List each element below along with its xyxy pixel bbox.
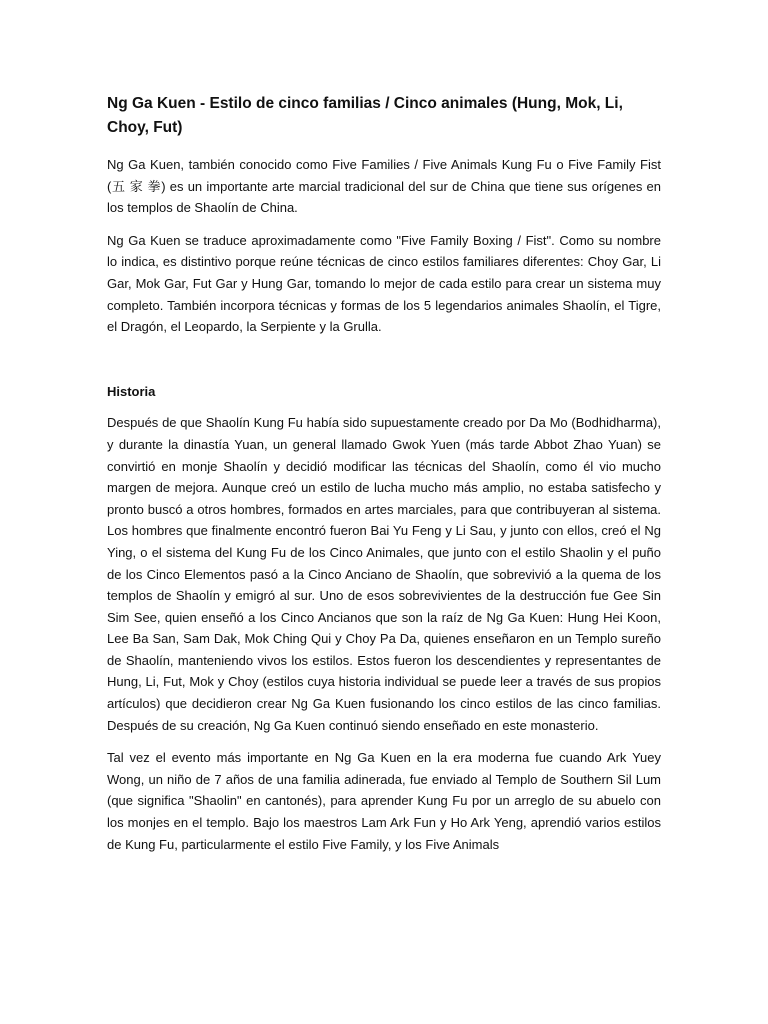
history-paragraph: Después de que Shaolín Kung Fu había sido supuestamente creado por Da Mo (Bodhidharma), y durante la dinastía Yuan, un general llamado Gwok Yuen (más tarde Abbot Zhao Yuan) se convirtió en monje Shaolín y decidió modificar las técnicas del Shaolín, como él vio mucho margen de mejora. Aunque creó un estilo de lucha mucho más amplio, no estaba satisfecho y pronto buscó a otros hombres, formados en artes marciales, para que contribuyeran al sistema. Los hombres que finalmente encontró fueron Bai Yu Feng y Li Sau, y junto con ellos, creó el Ng Ying, o el sistema del Kung Fu de los Cinco Animales, que junto con el estilo Shaolin y el puño de los Cinco Elementos pasó a la Cinco Anciano de Shaolín, que sobrevivió a la quema de los templos de Shaolín y emigró al sur. Uno de esos sobrevivientes de la destrucción fue Gee Sin Sim See, quien enseñó a los Cinco Ancianos que son la raíz de Ng Ga Kuen: Hung Hei Koon, Lee Ba San, Sam Dak, Mok Ching Qui y Choy Pa Da, quienes enseñaron en un Templo sureño de Shaolín, manteniendo vivos los estilos. Estos fueron los descendientes y representantes de Hung, Li, Fut, Mok y Choy (estilos cuya historia individual se puede leer a través de sus propios artículos) que decidieron crear Ng Ga Kuen fusionando los cinco estilos de las cinco familias. Después de su creación, Ng Ga Kuen continuó siendo enseñado en este monasterio. [107,415,661,733]
section-heading-historia: Historia [107,383,156,399]
history-paragraph: Tal vez el evento más importante en Ng Ga Kuen en la era moderna fue cuando Ark Yuey Wong, un niño de 7 años de una familia adinerada, fue enviado al Templo de Southern Sil Lum (que significa "Shaolin" en cantonés), para aprender Kung Fu por un arreglo de su abuelo con los monjes en el templo. Bajo los maestros Lam Ark Fun y Ho Ark Yeng, aprendió varios estilos de Kung Fu, particularmente el estilo Five Family, y los Five Animals [107,750,661,852]
document-page [107,92,661,866]
intro-paragraph: Ng Ga Kuen se traduce aproximadamente como "Five Family Boxing / Fist". Como su nombre lo indica, es distintivo porque reúne técnicas de cinco estilos familiares diferentes: Choy Gar, Li Gar, Mok Gar, Fut Gar y Hung Gar, tomando lo mejor de cada estilo para crear un sistema muy completo. También incorpora técnicas y formas de los 5 legendarios animales Shaolín, el Tigre, el Dragón, el Leopardo, la Serpiente y la Grulla. [107,232,661,335]
document-title: Ng Ga Kuen - Estilo de cinco familias / Cinco animales (Hung, Mok, Li, Choy, Fut) [107,95,623,136]
intro-paragraph: Ng Ga Kuen, también conocido como Five Families / Five Animals Kung Fu o Five Family Fist (五 家 拳) es un importante arte marcial tradicional del sur de China que tiene sus orígenes en los templos de Shaolín de China. [107,157,661,216]
